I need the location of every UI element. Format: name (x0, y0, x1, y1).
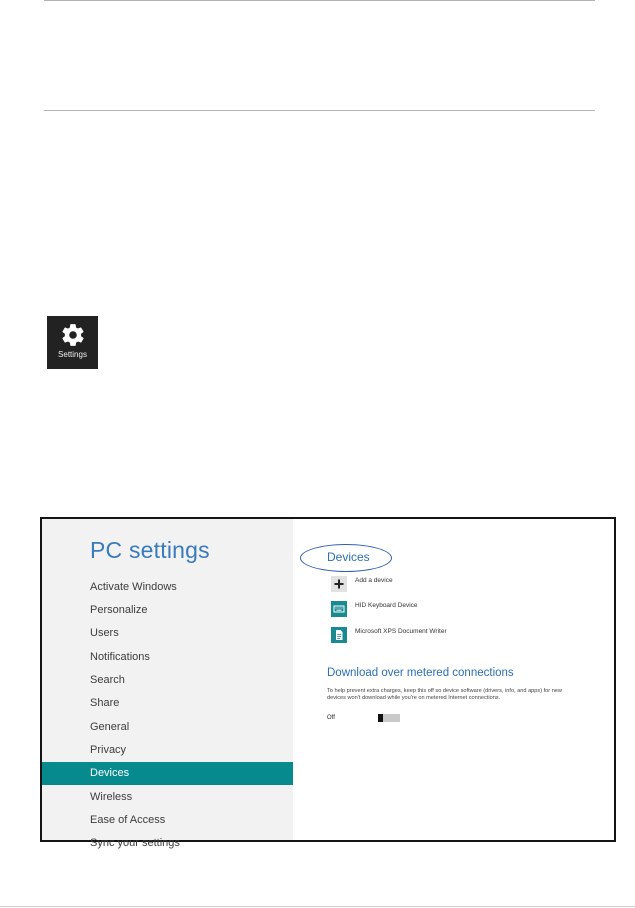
nav-item-notifications[interactable]: Notifications (90, 651, 150, 663)
plus-icon (331, 576, 347, 592)
pc-settings-window (40, 517, 616, 849)
printer-document-icon (331, 627, 347, 643)
settings-label: Settings (58, 350, 87, 359)
bottom-rule (0, 906, 635, 907)
pc-settings-nav (42, 519, 293, 849)
metered-download-description: To help prevent extra charges, keep this off so device software (drivers, info, and apps) for new devices won't download while you're on metered Internet connections. (327, 688, 562, 701)
nav-item-devices[interactable]: Devices (42, 762, 293, 785)
keyboard-icon (331, 601, 347, 617)
page-title: PC settings (90, 537, 210, 563)
nav-item-users[interactable]: Users (90, 627, 119, 639)
nav-item-general[interactable]: General (90, 721, 130, 733)
device-label: Add a device (355, 577, 393, 584)
toggle-thumb[interactable] (378, 714, 383, 722)
metered-download-toggle[interactable] (378, 714, 400, 722)
divider-rule (44, 110, 595, 111)
toggle-state-label: Off (327, 715, 335, 721)
device-label: HID Keyboard Device (355, 602, 418, 609)
devices-heading: Devices (327, 550, 370, 564)
top-rule (44, 0, 595, 1)
gear-icon (60, 322, 86, 348)
nav-item-wireless[interactable]: Wireless (90, 791, 133, 803)
nav-item-privacy[interactable]: Privacy (90, 744, 127, 756)
metered-download-heading: Download over metered connections (327, 667, 514, 679)
nav-item-search[interactable]: Search (90, 674, 125, 686)
settings-charm-button[interactable] (47, 316, 98, 369)
devices-panel (293, 519, 614, 840)
nav-item-personalize[interactable]: Personalize (90, 604, 148, 616)
nav-item-activate-windows[interactable]: Activate Windows (90, 581, 177, 593)
nav-item-share[interactable]: Share (90, 697, 120, 709)
device-label: Microsoft XPS Document Writer (355, 628, 447, 635)
nav-item-ease-of-access[interactable]: Ease of Access (90, 814, 166, 826)
nav-item-sync-your-settings[interactable]: Sync your settings (90, 837, 180, 849)
